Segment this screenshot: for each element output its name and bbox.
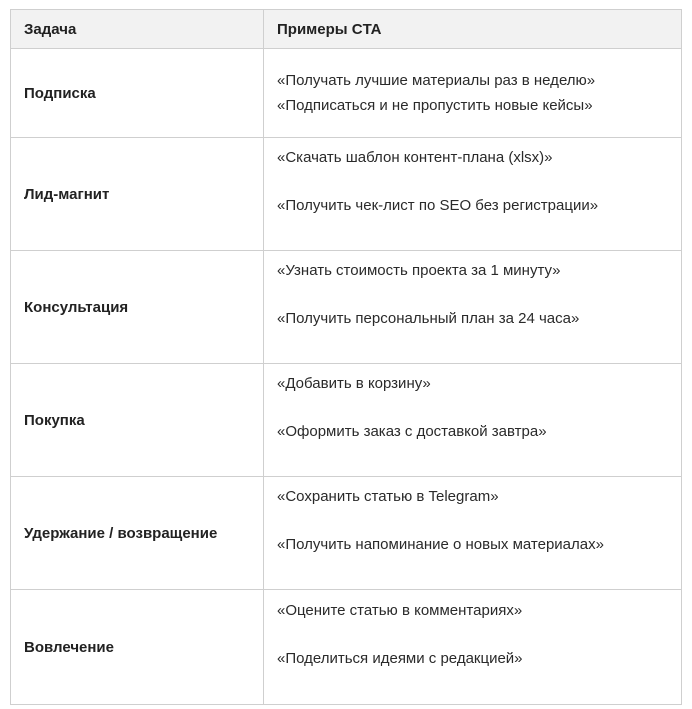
cta-example: «Получать лучшие материалы раз в неделю» [277,72,596,89]
cta-example: «Получить напоминание о новых материалах» [277,535,604,553]
table-row [11,251,682,364]
cta-example: «Подписаться и не пропустить новые кейсы» [277,97,593,114]
task-cell: Консультация [11,251,264,364]
cta-examples-table [10,9,682,705]
task-cell: Вовлечение [11,590,264,705]
examples-cell [264,138,682,251]
cta-example: «Сохранить статью в Telegram» [277,487,499,505]
table-header [11,10,682,49]
header-row [11,10,682,49]
table-row [11,138,682,251]
cta-example: «Получить чек-лист по SEO без регистрации» [277,196,599,214]
table-row [11,49,682,138]
table-row [11,590,682,705]
cta-example: «Скачать шаблон контент-плана (xlsx)» [277,148,553,166]
examples-cell [264,364,682,477]
task-cell: Удержание / возвращение [11,477,264,590]
examples-cell [264,590,682,705]
cta-example: «Узнать стоимость проекта за 1 минуту» [277,261,561,279]
table-row [11,364,682,477]
examples-list [277,149,681,214]
cta-example: «Поделиться идеями с редакцией» [277,649,523,667]
table-row [11,477,682,590]
examples-cell [264,251,682,364]
table-body [11,49,682,705]
header-examples: Примеры CTA [264,10,682,49]
cta-example: «Оформить заказ с доставкой завтра» [277,422,547,440]
task-cell: Покупка [11,364,264,477]
examples-list [277,72,681,114]
examples-list [277,375,681,440]
task-cell: Подписка [11,49,264,138]
cta-example: «Добавить в корзину» [277,374,431,392]
task-cell: Лид-магнит [11,138,264,251]
examples-list [277,262,681,327]
header-task: Задача [11,10,264,49]
examples-cell [264,49,682,138]
examples-list [277,602,681,667]
cta-example: «Получить персональный план за 24 часа» [277,309,580,327]
cta-example: «Оцените статью в комментариях» [277,601,523,619]
examples-list [277,488,681,553]
examples-cell [264,477,682,590]
